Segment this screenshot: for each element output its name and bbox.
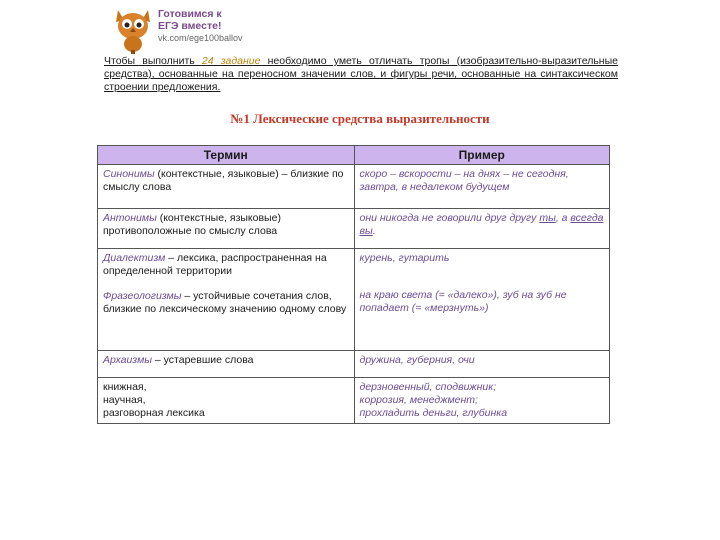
example-cell: дерзновенный, сподвижник; коррозия, менеджмент; прохладить деньги, глубинка bbox=[354, 378, 609, 424]
owl-mascot-icon bbox=[112, 4, 154, 54]
table-row bbox=[98, 378, 610, 424]
table-row bbox=[98, 249, 610, 351]
example-cell: дружина, губерния, очи bbox=[354, 351, 609, 378]
table-row bbox=[98, 165, 610, 209]
term-cell: книжная, научная, разговорная лексика bbox=[98, 378, 355, 424]
term-cell: Синонимы (контекстные, языковые) – близкие по смыслу слова bbox=[98, 165, 355, 209]
table-header-row bbox=[98, 146, 610, 165]
table-row bbox=[98, 209, 610, 249]
task-number-highlight: 24 задание bbox=[201, 55, 261, 67]
header-term: Термин bbox=[98, 146, 355, 165]
intro-paragraph: Чтобы выполнить 24 задание необходимо уметь отличать тропы (изобразительно-выразительные средства), основанные на переносном значении слов, и фигуры речи, основанные на синтаксическом строении предложения. bbox=[104, 55, 618, 93]
expressive-means-table bbox=[97, 145, 610, 424]
logo-line-1: Готовимся к bbox=[158, 8, 222, 20]
logo-line-2: ЕГЭ вместе! bbox=[158, 20, 222, 32]
section-title: №1 Лексические средства выразительности bbox=[230, 111, 490, 126]
example-cell: курень, гутарить на краю света (= «далеко»), зуб на зуб не попадает (= «мерзнуть») bbox=[354, 249, 609, 351]
logo bbox=[112, 4, 322, 56]
term-cell: Архаизмы – устаревшие слова bbox=[98, 351, 355, 378]
example-cell: скоро – вскорости – на днях – не сегодня, завтра, в недалеком будущем bbox=[354, 165, 609, 209]
header-example: Пример bbox=[354, 146, 609, 165]
logo-url[interactable]: vk.com/ege100ballov bbox=[158, 33, 243, 43]
term-cell: Антонимы (контекстные, языковые) противоположные по смыслу слова bbox=[98, 209, 355, 249]
example-cell: они никогда не говорили друг другу ты, а всегда вы. bbox=[354, 209, 609, 249]
term-cell: Диалектизм – лексика, распространенная на определенной территории Фразеологизмы – устойчивые сочетания слов, близкие по лексическому значению одному слову bbox=[98, 249, 355, 351]
table-row bbox=[98, 351, 610, 378]
